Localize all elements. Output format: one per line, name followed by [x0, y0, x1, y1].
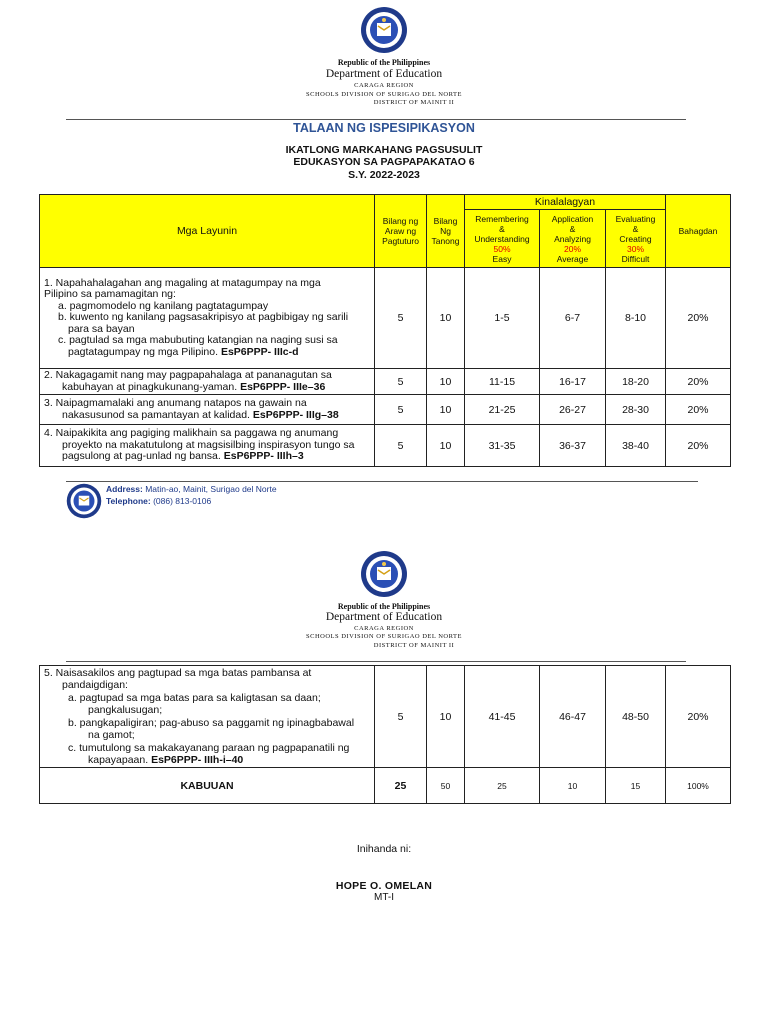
republic-line: Republic of the Philippines	[337, 58, 431, 67]
header-application: Application & Analyzing 20% Average	[540, 210, 606, 268]
total-percent: 100%	[666, 768, 731, 804]
percent-cell: 20%	[666, 369, 731, 395]
days-cell: 5	[375, 268, 427, 369]
table-row	[40, 268, 731, 369]
region-line: CARAGA REGION	[354, 82, 414, 89]
items-cell: 10	[427, 666, 465, 768]
total-easy: 25	[465, 768, 540, 804]
percent-cell: 20%	[666, 268, 731, 369]
percent-cell: 20%	[666, 666, 731, 768]
difficult-cell: 18-20	[606, 369, 666, 395]
total-difficult: 15	[606, 768, 666, 804]
header-days: Bilang ng Araw ng Pagtuturo	[375, 195, 427, 268]
department-line-page2: Department of Education	[325, 611, 443, 623]
easy-cell: 21-25	[465, 395, 540, 425]
doc-title: TALAAN NG ISPESIPIKASYON	[293, 121, 475, 135]
table-row	[40, 395, 731, 425]
difficult-cell: 38-40	[606, 425, 666, 467]
average-cell: 26-27	[540, 395, 606, 425]
header-remembering: Remembering & Understanding 50% Easy	[465, 210, 540, 268]
objective-cell: 3. Naipagmamalaki ang anumang natapos na gawain na nakasusunod sa pamantayan at kalidad. EsP6PPP- IIIg–38	[40, 395, 375, 425]
table-row	[40, 666, 731, 768]
header-evaluating: Evaluating & Creating 30% Difficult	[606, 210, 666, 268]
preparer-title: MT-I	[374, 892, 394, 903]
days-cell: 5	[375, 666, 427, 768]
average-cell: 46-47	[540, 666, 606, 768]
average-cell: 6-7	[540, 268, 606, 369]
difficult-cell: 28-30	[606, 395, 666, 425]
table-row	[40, 369, 731, 395]
header-percent: Bahagdan	[666, 195, 731, 268]
header-divider-page2	[66, 661, 686, 662]
easy-cell: 1-5	[465, 268, 540, 369]
region-line-page2: CARAGA REGION	[354, 625, 414, 632]
difficult-cell: 48-50	[606, 666, 666, 768]
average-cell: 36-37	[540, 425, 606, 467]
header-objectives: Mga Layunin	[40, 195, 375, 268]
objective-cell: 5. Naisasakilos ang pagtupad sa mga batas pambansa at pandaigdigan: a. pagtupad sa mga batas para sa kaligtasan sa daan; pangkalusugan; b. pangkapaligiran; pag-abuso sa paggamit ng ipinagbabawal na gamot; c. tumutulong sa makakayanang paraan ng pagpapanatili ng kapayapaan. EsP6PPP- IIIh-i–40	[40, 666, 375, 768]
footer-telephone: Telephone: (086) 813-0106	[106, 496, 212, 506]
difficult-cell: 8-10	[606, 268, 666, 369]
header-divider	[66, 119, 686, 120]
header-items: Bilang Ng Tanong	[427, 195, 465, 268]
objective-cell: 1. Napahahalagahan ang magaling at matagumpay na mga Pilipino sa pamamagitan ng: a. pagmomodelo ng kanilang pagtatagumpay b. kuwento ng kanilang pagsasakripisyo at pagbibigay ng sarili para sa bayan c. pagtulad sa mga mabubuting katangian na naging susi sa pagtatagumpay ng mga Pilipino. EsP6PPP- IIIc-d	[40, 268, 375, 369]
footer-divider	[66, 481, 698, 482]
header-kinalalagyan: Kinalalagyan	[465, 195, 666, 210]
objective-cell: 2. Nakagagamit nang may pagpapahalaga at pananagutan sa kabuhayan at pinagkukunang-yaman. EsP6PPP- IIIe–36	[40, 369, 375, 395]
total-average: 10	[540, 768, 606, 804]
average-cell: 16-17	[540, 369, 606, 395]
footer-address: Address: Matin-ao, Mainit, Surigao del Norte	[106, 484, 277, 494]
republic-line-page2: Republic of the Philippines	[337, 602, 431, 611]
department-line: Department of Education	[325, 68, 443, 80]
district-line: DISTRICT OF MAINIT II	[373, 99, 455, 106]
days-cell: 5	[375, 369, 427, 395]
easy-cell: 41-45	[465, 666, 540, 768]
percent-cell: 20%	[666, 395, 731, 425]
prepared-by-label: Inihanda ni:	[356, 843, 412, 855]
total-label: KABUUAN	[40, 768, 375, 804]
total-days: 25	[375, 768, 427, 804]
days-cell: 5	[375, 395, 427, 425]
deped-seal-logo-page2	[360, 550, 408, 598]
exam-subtitle: IKATLONG MARKAHANG PAGSUSULIT	[285, 144, 483, 156]
preparer-name: HOPE O. OMELAN	[335, 880, 433, 892]
easy-cell: 31-35	[465, 425, 540, 467]
deped-seal-logo	[360, 6, 408, 54]
objective-cell: 4. Naipakikita ang pagiging malikhain sa paggawa ng anumang proyekto na makatutulong at magsisilbing inspirasyon tungo sa pagsulong at pag-unlad ng bansa. EsP6PPP- IIIh–3	[40, 425, 375, 467]
footer-deped-seal	[66, 483, 102, 519]
division-line: SCHOOLS DIVISION OF SURIGAO DEL NORTE	[306, 91, 462, 98]
items-cell: 10	[427, 425, 465, 467]
table-row	[40, 425, 731, 467]
items-cell: 10	[427, 268, 465, 369]
days-cell: 5	[375, 425, 427, 467]
specification-table-continued	[39, 665, 731, 804]
subject-subtitle: EDUKASYON SA PAGPAPAKATAO 6	[293, 156, 475, 168]
school-year: S.Y. 2022-2023	[348, 169, 420, 181]
items-cell: 10	[427, 395, 465, 425]
division-line-page2: SCHOOLS DIVISION OF SURIGAO DEL NORTE	[306, 633, 462, 640]
total-items: 50	[427, 768, 465, 804]
total-row	[40, 768, 731, 804]
percent-cell: 20%	[666, 425, 731, 467]
district-line-page2: DISTRICT OF MAINIT II	[373, 642, 455, 649]
easy-cell: 11-15	[465, 369, 540, 395]
items-cell: 10	[427, 369, 465, 395]
specification-table	[39, 194, 731, 467]
